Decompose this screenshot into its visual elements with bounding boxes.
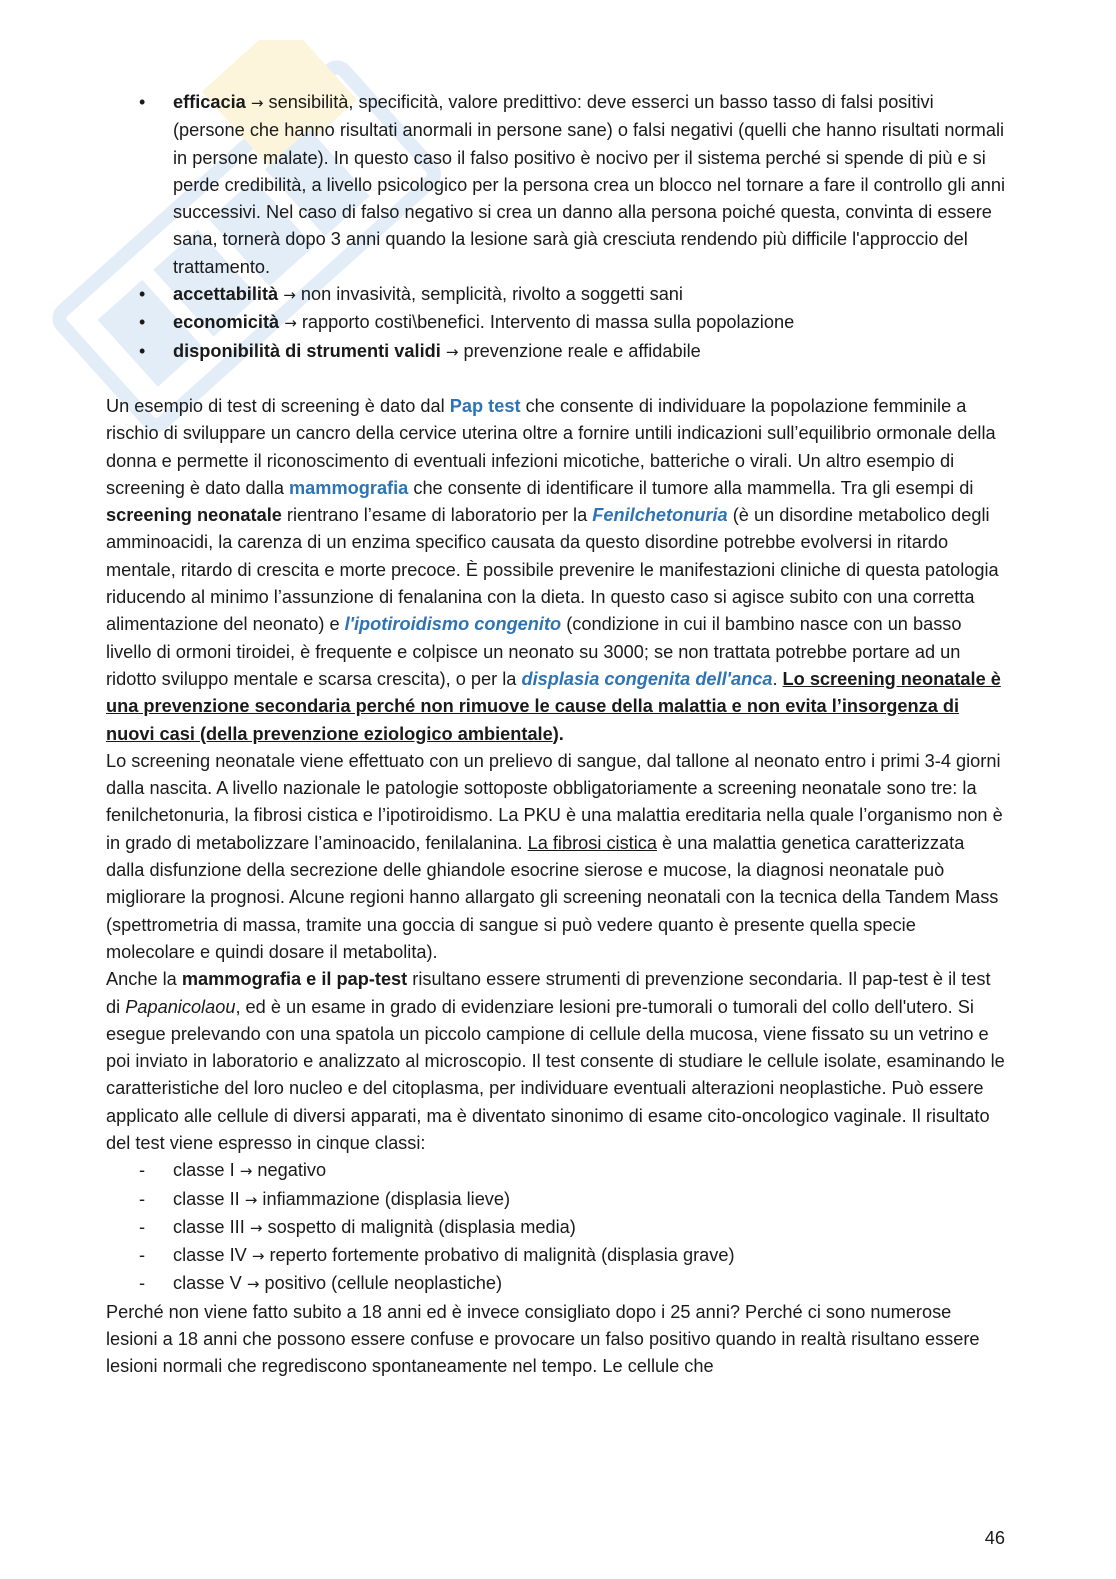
pap-test-term: Pap test <box>449 395 521 416</box>
bullet-text: prevenzione reale e affidabile <box>463 340 701 361</box>
list-item: - classe II → infiammazione (displasia lieve) <box>106 1186 1006 1214</box>
arrow-icon: → <box>251 1247 265 1266</box>
displasia-term: displasia congenita dell'anca <box>521 668 773 689</box>
page-number: 46 <box>984 1528 1005 1548</box>
list-item <box>106 89 1006 281</box>
arrow-icon: → <box>239 1162 253 1181</box>
bullet-term: disponibilità di strumenti validi <box>173 340 441 361</box>
list-item <box>106 281 1006 309</box>
key-statement: Lo screening neonatale è una prevenzione secondaria perché non rimuove le cause della malattia e non evita l’insorgenza di nuovi casi (della prevenzione eziologico ambientale <box>106 668 1001 744</box>
page-content <box>106 89 1006 1381</box>
list-item: - classe V → positivo (cellule neoplastiche) <box>106 1270 1006 1298</box>
arrow-icon: → <box>283 286 296 305</box>
arrow-icon: → <box>250 94 264 112</box>
papanicolaou-term: Papanicolaou <box>125 996 236 1017</box>
arrow-icon: → <box>244 1190 258 1209</box>
screening-criteria-list <box>106 89 1006 366</box>
bullet-text: rapporto costi\benefici. Intervento di massa sulla popolazione <box>301 312 795 333</box>
arrow-icon: → <box>249 1218 263 1237</box>
paragraph-neonatal-screening: Lo screening neonatale viene effettuato con un prelievo di sangue, dal tallone al neonato entro i primi 3-4 giorni dalla nascita. A livello nazionale le patologie sottoposte obbligatoriamente a screening neonatale sono tre: la fenilchetonuria, la fibrosi cistica e l’ipotiroidismo. La PKU è una malattia ereditaria nella quale l’organismo non è in grado di metabolizzare l’aminoacido, fenilalanina. La fibrosi cistica è una malattia genetica caratterizzata dalla disfunzione della secrezione delle ghiandole esocrine sierose e mucose, la diagnosi neonatale può migliorare la prognosi. Alcune regioni hanno allargato gli screening neonatali con la tecnica della Tandem Mass (spettrometria di massa, tramite una goccia di sangue si può vedere quanto è presente quella specie molecolare e quindi dosare il metabolita). <box>106 750 1003 962</box>
arrow-icon: → <box>246 1275 260 1294</box>
fenilchetonuria-term: Fenilchetonuria <box>592 505 728 526</box>
screening-neonatale-term: screening neonatale <box>106 505 282 526</box>
bullet-text: non invasività, semplicità, rivolto a soggetti sani <box>300 284 683 305</box>
paragraph-screening-examples: Un esempio di test di screening è dato dal Pap test che consente di individuare la popolazione femminile a rischio di sviluppare un cancro della cervice uterina oltre a fornire untili indicazioni sull’equilibrio ormonale della donna e permette il riconoscimento di eventuali infezioni micotiche, batteriche o virali. Un altro esempio di screening è dato dalla mammografia che consente di identificare il tumore alla mammella. Tra gli esempi di screening neonatale rientrano l’esame di laboratorio per la Fenilchetonuria (è un disordine metabolico degli amminoacidi, la carenza di un enzima specifico causata da questo disordine potrebbe evolversi in ritardo mentale, ritardo di crescita e morte precoce. È possibile prevenire le manifestazioni cliniche di questa patologia riducendo al minimo l’assunzione di fenalanina con la dieta. In questo caso si agisce subito con una corretta alimentazione del neonato) e l'ipotiroidismo congenito (condizione in cui il bambino nasce con un basso livello di ormoni tiroidei, è frequente e colpisce un neonato su 3000; se non trattata potrebbe portare ad un ridotto sviluppo mentale e scarsa crescita), o per la displasia congenita dell'anca. Lo screening neonatale è una prevenzione secondaria perché non rimuove le cause della malattia e non evita l’insorgenza di nuovi casi (della prevenzione eziologico ambientale). <box>106 395 1001 744</box>
bullet-term: efficacia <box>173 92 246 112</box>
bullet-term: economicità <box>173 312 280 333</box>
list-item <box>106 338 1006 366</box>
bullet-text: sensibilità, specificità, valore predittivo: deve esserci un basso tasso di falsi positivi (persone che hanno risultati anormali in persone sane) o falsi negativi (quelli che hanno risultati normali in persone malate). In questo caso il falso positivo è nocivo per il sistema perché si spende di più e si perde credibilità, a livello psicologico per la persona crea un blocco nel tornare a fare il controllo gli anni successivi. Nel caso di falso negativo si crea un danno alla persona poiché questa, convinta di essere sana, tornerà dopo 3 anni quando la lesione sarà già cresciuta rendendo più difficile l'approccio del trattamento. <box>173 92 1006 277</box>
list-item: - classe III → sospetto di malignità (displasia media) <box>106 1214 1006 1242</box>
paragraph-age-question: Perché non viene fatto subito a 18 anni ed è invece consigliato dopo i 25 anni? Perché ci sono numerose lesioni a 18 anni che possono essere confuse e provocare un falso positivo quando in realtà risultano essere lesioni normali che regrediscono spontaneamente nel tempo. Le cellule che <box>106 1301 980 1377</box>
mammografia-pap-test-term: mammografia e il pap-test <box>181 969 408 990</box>
bullet-term: accettabilità <box>173 284 279 305</box>
list-item <box>106 309 1006 337</box>
pap-test-classes-list <box>106 1157 1006 1298</box>
ipotiroidismo-term: l'ipotiroidismo congenito <box>344 614 562 635</box>
arrow-icon: → <box>445 342 459 361</box>
fibrosi-cistica-term: La fibrosi cistica <box>527 832 657 853</box>
paragraph-pap-test: Anche la mammografia e il pap-test risultano essere strumenti di prevenzione secondaria. Il pap-test è il test di Papanicolaou, ed è un esame in grado di evidenziare lesioni pre-tumorali o tumorali del collo dell'utero. Si esegue prelevando con una spatola un piccolo campione di cellule della mucosa, viene fissato su un vetrino e poi inviato in laboratorio e analizzato al microscopio. Il test consente di studiare le cellule isolate, esaminando le caratteristiche del loro nucleo e del citoplasma, per individuare eventuali alterazioni neoplastiche. Può essere applicato alle cellule di diversi apparati, ma è diventato sinonimo di esame cito-oncologico vaginale. Il risultato del test viene espresso in cinque classi: <box>106 969 1005 1153</box>
arrow-icon: → <box>284 314 297 333</box>
list-item: - classe I → negativo <box>106 1157 1006 1185</box>
mammografia-term: mammografia <box>289 477 409 498</box>
list-item: - classe IV → reperto fortemente probativo di malignità (displasia grave) <box>106 1242 1006 1270</box>
